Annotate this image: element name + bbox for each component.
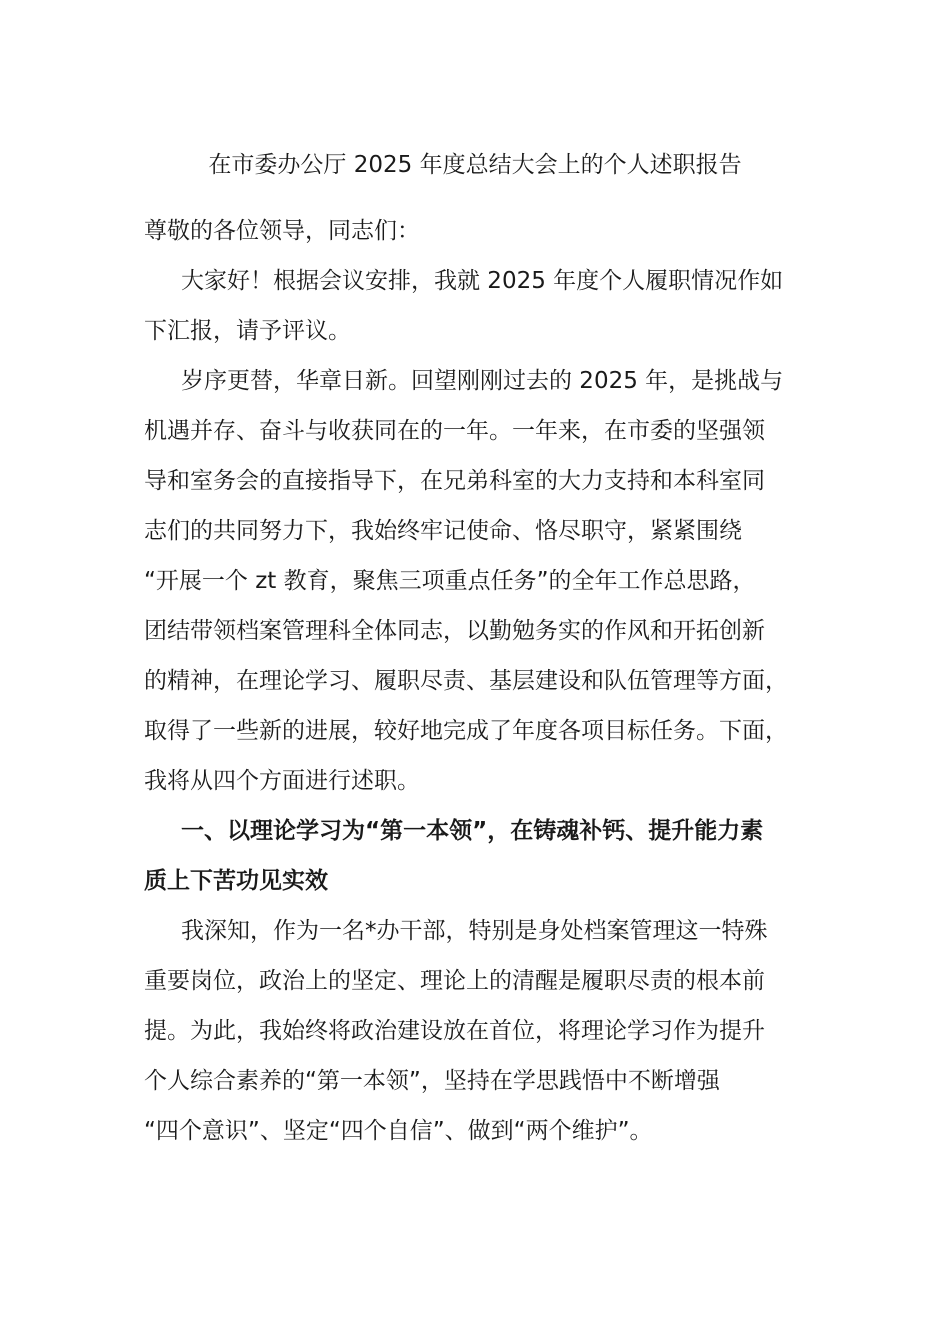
paragraph-line: 志们的共同努力下，我始终牢记使命、恪尽职守，紧紧围绕 (144, 518, 742, 544)
paragraph-line: “四个意识”、坚定“四个自信”、做到“两个维护”。 (144, 1118, 653, 1144)
paragraph-overview (144, 356, 812, 806)
document-body (144, 206, 812, 1156)
paragraph-line: 岁序更替，华章日新。回望刚刚过去的 2025 年，是挑战与 (181, 368, 784, 394)
paragraph-line: 提。为此，我始终将政治建设放在首位，将理论学习作为提升 (144, 1018, 765, 1044)
heading-line: 一、以理论学习为“第一本领”，在铸魂补钙、提升能力素 (181, 818, 764, 844)
paragraph-line: 取得了一些新的进展，较好地完成了年度各项目标任务。下面， (144, 718, 788, 744)
paragraph-line: 团结带领档案管理科全体同志，以勤勉务实的作风和开拓创新 (144, 618, 765, 644)
document-title: 在市委办公厅 2025 年度总结大会上的个人述职报告 (208, 152, 742, 178)
section-heading-one (144, 806, 812, 906)
paragraph-line: “开展一个 zt 教育，聚焦三项重点任务”的全年工作总思路， (144, 568, 756, 594)
paragraph-line: 个人综合素养的“第一本领”，坚持在学思践悟中不断增强 (144, 1068, 720, 1094)
paragraph-line: 的精神，在理论学习、履职尽责、基层建设和队伍管理等方面， (144, 668, 788, 694)
salutation (144, 206, 812, 256)
paragraph-line: 下汇报，请予评议。 (144, 318, 351, 344)
heading-line: 质上下苦功见实效 (144, 868, 328, 894)
paragraph-line: 我将从四个方面进行述职。 (144, 768, 420, 794)
paragraph-line: 重要岗位，政治上的坚定、理论上的清醒是履职尽责的根本前 (144, 968, 765, 994)
salutation-text: 尊敬的各位领导，同志们： (144, 218, 420, 244)
paragraph-theory-study (144, 906, 812, 1156)
paragraph-greeting (144, 256, 812, 356)
paragraph-line: 导和室务会的直接指导下，在兄弟科室的大力支持和本科室同 (144, 468, 765, 494)
paragraph-line: 大家好！根据会议安排，我就 2025 年度个人履职情况作如 (181, 268, 784, 294)
paragraph-line: 机遇并存、奋斗与收获同在的一年。一年来，在市委的坚强领 (144, 418, 765, 444)
paragraph-line: 我深知，作为一名*办干部，特别是身处档案管理这一特殊 (181, 918, 768, 944)
